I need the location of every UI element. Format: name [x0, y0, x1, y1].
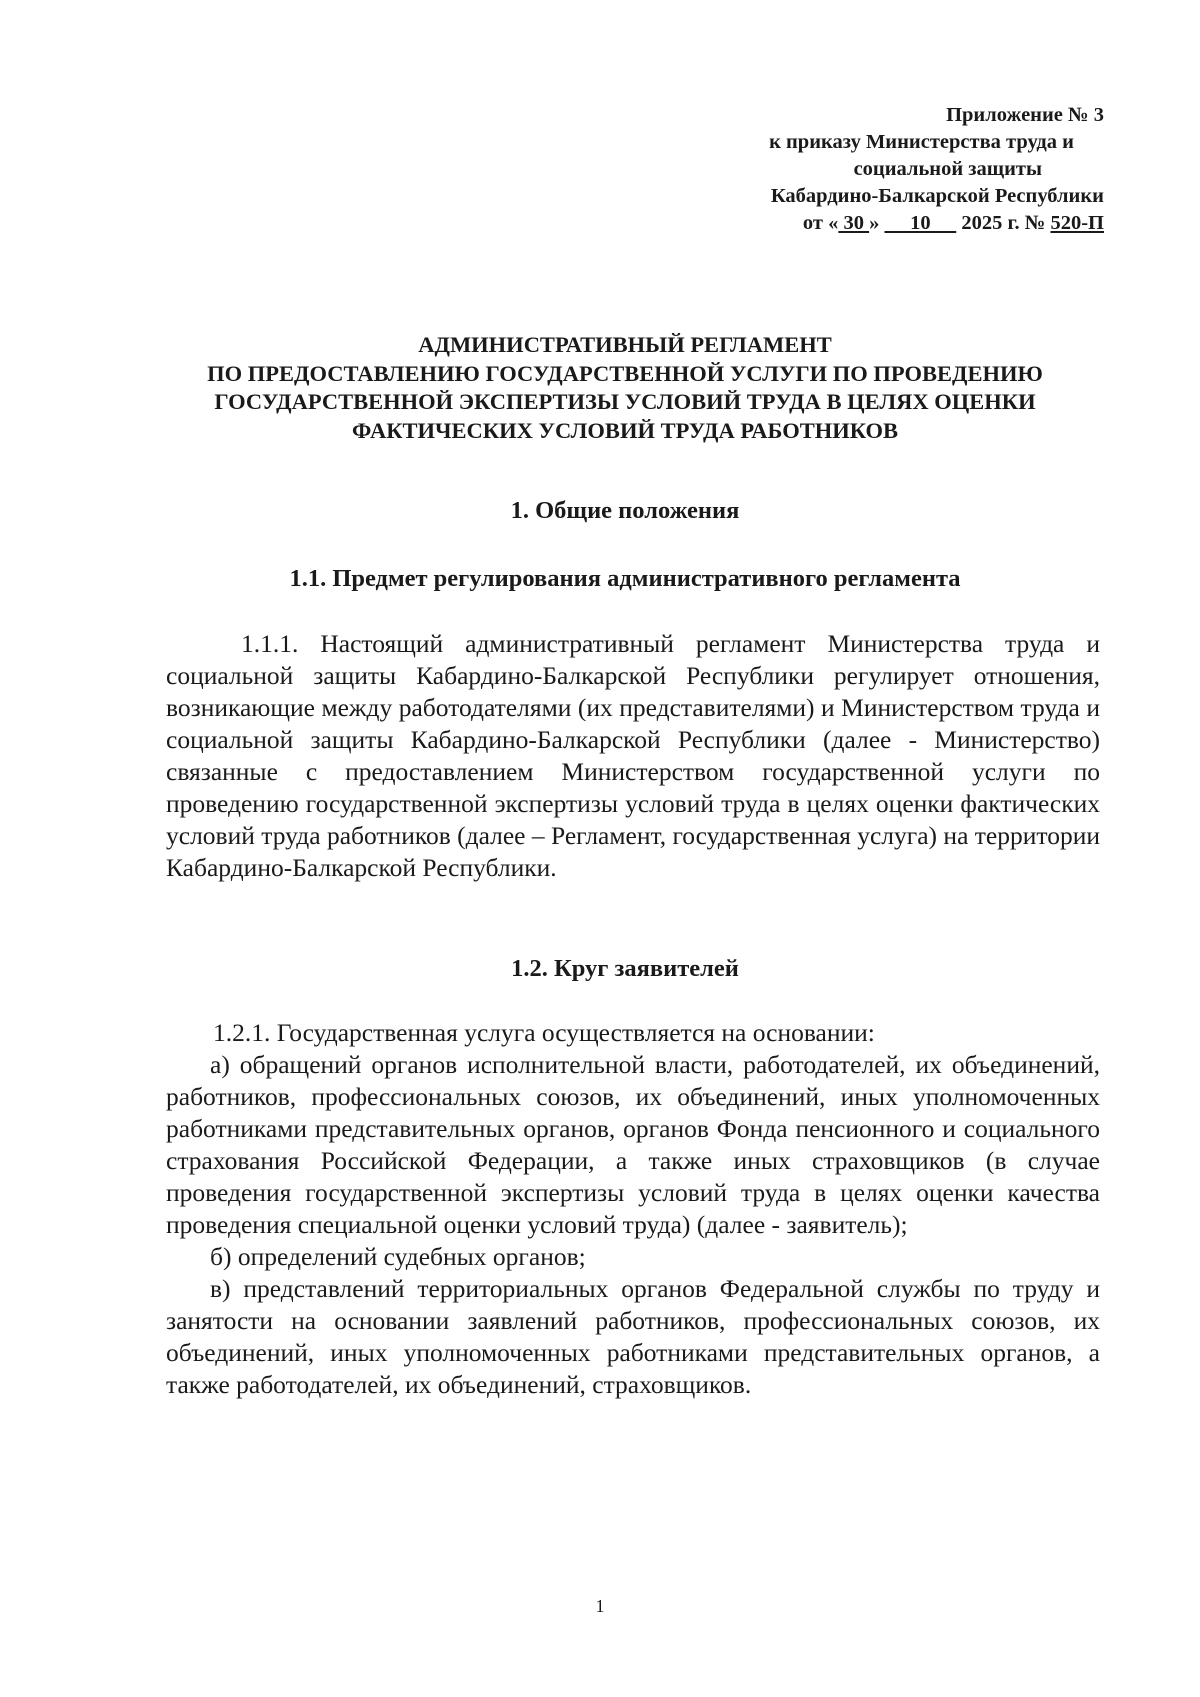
title-line-1: АДМИНИСТРАТИВНЫЙ РЕГЛАМЕНТ: [418, 332, 832, 357]
date-prefix: от «: [802, 212, 839, 234]
section-heading-general: 1. Общие положения: [510, 497, 740, 524]
subsection-heading-subject: 1.1. Предмет регулирования административного регламента: [289, 565, 961, 592]
title-line-4: ФАКТИЧЕСКИХ УСЛОВИЙ ТРУДА РАБОТНИКОВ: [352, 417, 898, 443]
date-month: 10: [884, 212, 957, 234]
title-line-3: ГОСУДАРСТВЕННОЙ ЭКСПЕРТИЗЫ УСЛОВИЙ ТРУДА В ЦЕЛЯХ ОЦЕНКИ: [214, 389, 1036, 414]
appendix-ministry-line: социальной защиты: [853, 158, 1042, 180]
date-year: 2025 г. №: [956, 212, 1051, 234]
paragraph-1-2-1-intro: 1.2.1. Государственная услуга осуществляется на основании:: [213, 1018, 875, 1047]
order-number: 520-П: [1050, 212, 1104, 234]
paragraph-1-1-1: [166, 628, 1100, 884]
appendix-order-ref: к приказу Министерства труда и: [769, 131, 1074, 153]
page-number: 1: [595, 1596, 605, 1616]
date-mid: »: [869, 212, 885, 234]
appendix-republic: Кабардино-Балкарской Республики: [770, 185, 1104, 207]
appendix-date-line: [684, 210, 1104, 237]
appendix-header: [684, 102, 1104, 237]
list-item-b: б) определений судебных органов;: [210, 1242, 586, 1271]
subsection-heading-applicants: 1.2. Круг заявителей: [511, 955, 739, 982]
date-day: 30: [838, 212, 870, 234]
title-line-2: ПО ПРЕДОСТАВЛЕНИЮ ГОСУДАРСТВЕННОЙ УСЛУГИ ПО ПРОВЕДЕНИЮ: [207, 360, 1043, 386]
list-item-a: а) обращений органов исполнительной власти, работодателей, их объединений, работников, профессиональных союзов, их объединений, иных уполномоченных работниками представительных органов, органов Фонда пенсионного и социального страхования Российской Федерации, а также иных страховщиков (в случае проведения государственной экспертизы условий труда в целях оценки качества проведения специальной оценки условий труда) (далее - заявитель);: [166, 1050, 1100, 1239]
appendix-number: Приложение № 3: [946, 104, 1104, 126]
paragraph-1-1-1-text: 1.1.1. Настоящий административный регламент Министерства труда и социальной защиты Кабардино-Балкарской Республики регулирует отношения, возникающие между работодателями (их представителями) и Министерством труда и социальной защиты Кабардино-Балкарской Республики (далее - Министерство) связанные с предоставлением Министерством государственной услуги по проведению государственной экспертизы условий труда в целях оценки фактических условий труда работников (далее – Регламент, государственная услуга) на территории Кабардино-Балкарской Республики.: [166, 629, 1100, 882]
paragraph-1-2-1: [166, 1017, 1100, 1401]
document-title: [150, 331, 1100, 445]
list-item-c: в) представлений территориальных органов Федеральной службы по труду и занятости на основании заявлений работников, профессиональных союзов, их объединений, иных уполномоченных работниками представительных органов, а также работодателей, их объединений, страховщиков.: [166, 1274, 1100, 1399]
